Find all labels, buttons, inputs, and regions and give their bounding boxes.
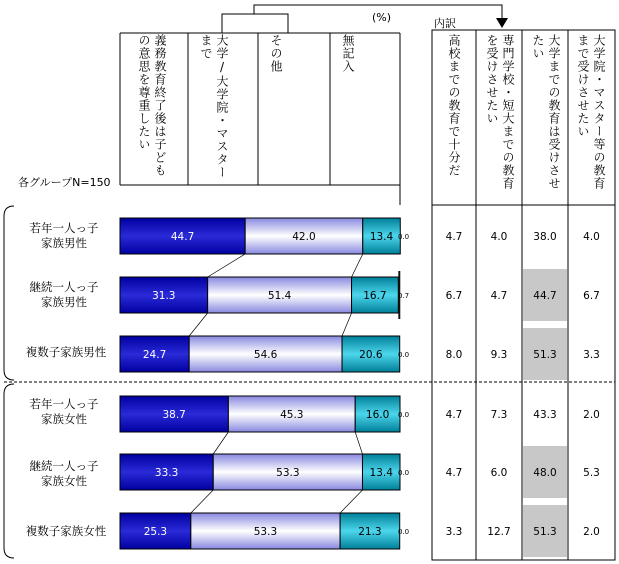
header-frame — [120, 5, 502, 205]
data-label-other-row-4: 0.0 — [398, 411, 410, 419]
breakdown-header-graduate: 大学院・マスター等の教育まで受けさせたい — [576, 34, 606, 190]
data-label-university-graduate-row-1: 42.0 — [292, 231, 316, 243]
breakdown-value-row-3-col-3: 51.3 — [533, 349, 557, 361]
breakdown-value-row-4-col-2: 7.3 — [490, 409, 508, 421]
connector-line — [189, 313, 207, 336]
connector-line — [208, 254, 246, 277]
column-header-other: その他 — [269, 34, 283, 73]
connector-line — [213, 432, 228, 454]
breakdown-value-row-5-col-1: 4.7 — [445, 467, 463, 479]
data-label-other-row-5: 0.0 — [398, 469, 410, 477]
row-label-5-line-1: 継続一人っ子 — [29, 459, 99, 473]
row-label-4-line-1: 若年一人っ子 — [29, 397, 99, 411]
data-label-self-decide-row-5: 33.3 — [154, 467, 179, 479]
breakdown-value-row-4-col-1: 4.7 — [445, 409, 463, 421]
data-label-self-decide-row-6: 25.3 — [143, 526, 168, 538]
data-label-other-row-1: 0.0 — [398, 233, 410, 241]
row-label-1-line-2: 家族男性 — [41, 236, 87, 250]
unit-label: (%) — [372, 11, 392, 24]
breakdown-value-row-6-col-4: 2.0 — [583, 526, 600, 538]
row-label-2-line-2: 家族男性 — [41, 295, 87, 309]
breakdown-header-high-school: 高校までの教育で十分だ — [447, 34, 461, 177]
data-label-university-graduate-row-6: 53.3 — [253, 526, 278, 538]
breakdown-value-row-5-col-2: 6.0 — [490, 467, 508, 479]
data-label-other-row-2: 0.7 — [398, 292, 410, 300]
breakdown-value-row-2-col-3: 44.7 — [533, 290, 557, 302]
breakdown-value-row-4-col-3: 43.3 — [533, 409, 557, 421]
breakdown-value-row-1-col-2: 4.0 — [490, 231, 508, 243]
breakdown-value-row-3-col-4: 3.3 — [583, 349, 600, 361]
breakdown-header-university: 大学までの教育は受けさせたい — [531, 34, 561, 190]
row-label-2-line-1: 継続一人っ子 — [29, 280, 99, 294]
data-label-self-decide-row-3: 24.7 — [142, 349, 167, 361]
breakdown-value-row-4-col-4: 2.0 — [583, 409, 600, 421]
row-label-3-line-1: 複数子家族男性 — [25, 345, 107, 359]
breakdown-value-row-6-col-2: 12.7 — [487, 526, 511, 538]
breakdown-value-row-2-col-1: 6.7 — [445, 290, 463, 302]
group-size-label: 各グループN=150 — [18, 176, 111, 189]
row-label-6-line-1: 複数子家族女性 — [25, 524, 107, 538]
connector-line — [340, 490, 362, 513]
breakdown-header-vocational: 専門学校・短大までの教育を受けさせたい — [485, 34, 515, 190]
breakdown-value-row-3-col-1: 8.0 — [445, 349, 463, 361]
female-group-bracket — [4, 384, 14, 558]
row-label-4-line-2: 家族女性 — [41, 412, 87, 426]
data-label-other-row-6: 0.0 — [398, 528, 410, 536]
arrow-head — [496, 18, 508, 28]
row-label-5-line-2: 家族女性 — [41, 474, 87, 488]
data-label-no-answer-row-5: 13.4 — [369, 467, 393, 479]
data-label-self-decide-row-4: 38.7 — [162, 409, 186, 421]
breakdown-value-row-1-col-4: 4.0 — [583, 231, 600, 243]
data-label-self-decide-row-2: 31.3 — [152, 290, 176, 302]
data-label-no-answer-row-3: 20.6 — [359, 349, 383, 361]
connector-line — [342, 313, 352, 336]
data-label-self-decide-row-1: 44.7 — [170, 231, 195, 243]
data-label-other-row-3: 0.0 — [398, 351, 410, 359]
breakdown-value-row-6-col-1: 3.3 — [445, 526, 463, 538]
data-label-university-graduate-row-3: 54.6 — [253, 349, 278, 361]
data-label-no-answer-row-4: 16.0 — [365, 409, 390, 421]
column-header-self-decide: 義務教育終了後は子どもの意思を尊重したい — [137, 34, 167, 177]
breakdown-value-row-2-col-2: 4.7 — [490, 290, 508, 302]
breakdown-value-row-1-col-1: 4.7 — [445, 231, 463, 243]
data-label-no-answer-row-2: 16.7 — [363, 290, 387, 302]
row-label-1-line-1: 若年一人っ子 — [29, 221, 99, 235]
breakdown-value-row-5-col-4: 5.3 — [583, 467, 600, 479]
breakdown-value-row-6-col-3: 51.3 — [533, 526, 557, 538]
breakdown-value-row-5-col-3: 48.0 — [533, 467, 557, 479]
breakdown-value-row-2-col-4: 6.7 — [583, 290, 600, 302]
data-label-no-answer-row-6: 21.3 — [358, 526, 382, 538]
breakdown-value-row-3-col-2: 9.3 — [490, 349, 508, 361]
breakdown-title: 内訳 — [434, 17, 456, 30]
column-header-university-graduate: 大学/大学院・マスターまで — [199, 34, 229, 179]
data-label-university-graduate-row-4: 45.3 — [280, 409, 304, 421]
connector-line — [355, 432, 362, 454]
male-group-bracket — [4, 206, 14, 380]
data-label-university-graduate-row-2: 51.4 — [267, 290, 292, 302]
breakdown-value-row-1-col-3: 38.0 — [533, 231, 557, 243]
column-header-no-answer: 無記入 — [341, 34, 355, 73]
connector-line — [191, 490, 213, 513]
connector-line — [352, 254, 363, 277]
data-label-no-answer-row-1: 13.4 — [369, 231, 394, 243]
data-label-university-graduate-row-5: 53.3 — [276, 467, 300, 479]
